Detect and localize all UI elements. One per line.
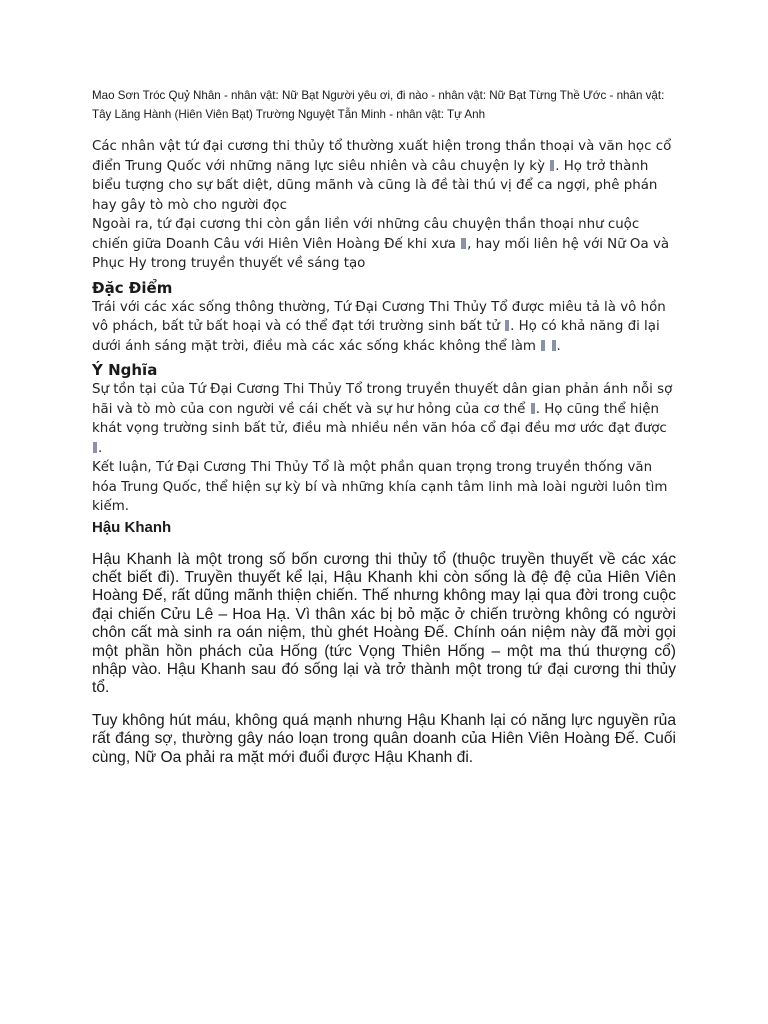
intro-p2-end: , hay mối liên hệ với Nữ Oa và Phục Hy trong truyền thuyết về sáng tạo	[92, 236, 670, 271]
citation-marker[interactable]	[93, 442, 97, 453]
citation-marker[interactable]	[531, 403, 535, 414]
intro-paragraph-1	[92, 137, 676, 215]
hau-khanh-paragraph-2: Tuy không hút máu, không quá mạnh nhưng Hậu Khanh lại có năng lực nguyền rủa rất đáng sợ, thường gây náo loạn trong quân doanh của Hiên Viên Hoàng Đế. Cuối cùng, Nữ Oa phải ra mặt mới đuổi được Hậu Khanh đi.	[92, 711, 676, 766]
citation-marker[interactable]	[550, 160, 554, 171]
intro-p2-text: Ngoài ra, tứ đại cương thi còn gắn liền với những câu chuyện thần thoại như cuộc chiến giữa Doanh Câu với Hiên Viên Hoàng Đế khi xưa	[92, 217, 640, 252]
intro-p1-end: . Họ trở thành biểu tượng cho sự bất diệt, dũng mãnh và cũng là đề tài thú vị để ca ngợi, phê phán hay gây tò mò cho người đọc	[92, 158, 658, 213]
y-nghia-paragraph-1	[92, 380, 676, 458]
intro-p1-text: Các nhân vật tứ đại cương thi thủy tổ thường xuất hiện trong thần thoại và văn học cổ điển Trung Quốc với những năng lực siêu nhiên và câu chuyện ly kỳ	[92, 139, 672, 174]
heading-hau-khanh: Hậu Khanh	[92, 518, 172, 536]
hau-khanh-paragraph-1: Hậu Khanh là một trong số bốn cương thi thủy tổ (thuộc truyền thuyết về các xác chết biết đi). Truyền thuyết kể lại, Hậu Khanh khi còn sống là đệ đệ của Hiên Viên Hoàng Đế, rất dũng mãnh thiện chiến. Thế nhưng không may lại qua đời trong cuộc đại chiến Cửu Lê – Hoa Hạ. Vì thân xác bị bỏ mặc ở chiến trường không có người chôn cất mà sinh ra oán niệm, thù ghét Hoàng Đế. Chính oán niệm này đã mời gọi một phần hồn phách của Hống (tức Vọng Thiên Hống – một ma thú thượng cổ) nhập vào. Hậu Khanh sau đó sống lại và trở thành một trong tứ đại cương thi thủy tổ.	[92, 550, 676, 697]
y-nghia-p1-text: Sự tồn tại của Tứ Đại Cương Thi Thủy Tổ trong truyền thuyết dân gian phản ánh nỗi sợ hãi và tò mò của con người về cái chết và sự hư hỏng của cơ thể	[92, 382, 673, 417]
citation-marker[interactable]	[505, 320, 509, 331]
dac-diem-paragraph	[92, 298, 676, 357]
dac-diem-p1-mid: . Họ có khả năng đi lại dưới ánh sáng mặt trời, điều mà các xác sống khác không thể làm	[92, 319, 660, 354]
dac-diem-p1-end: .	[556, 338, 561, 354]
citation-marker[interactable]	[461, 238, 466, 249]
citation-marker[interactable]	[552, 340, 556, 351]
heading-y-nghia: Ý Nghĩa	[92, 361, 158, 379]
y-nghia-p1-mid: . Họ cũng thể hiện khát vọng trường sinh bất tử, điều mà nhiều nền văn hóa cổ đại đều mơ ước đạt được	[92, 401, 667, 436]
dac-diem-p1-text: Trái với các xác sống thông thường, Tứ Đại Cương Thi Thủy Tổ được miêu tả là vô hồn vô phách, bất tử bất hoại và có thể đạt tới trường sinh bất tử	[92, 299, 666, 334]
heading-dac-diem: Đặc Điểm	[92, 278, 173, 297]
document-page	[92, 86, 676, 781]
y-nghia-paragraph-2: Kết luận, Tứ Đại Cương Thi Thủy Tổ là một phần quan trọng trong truyền thống văn hóa Trung Quốc, thể hiện sự kỳ bí và những khía cạnh tâm linh mà loài người luôn tìm kiếm.	[92, 460, 668, 514]
intro-paragraph-2	[92, 215, 676, 274]
citation-marker[interactable]	[541, 340, 545, 351]
header-line: Mao Sơn Tróc Quỷ Nhân - nhân vật: Nữ Bạt Người yêu ơi, đi nào - nhân vật: Nữ Bạt Từng Thề Ước - nhân vật: Tây Lăng Hành (Hiên Viên Bạt) Trường Nguyệt Tẫn Minh - nhân vật: Tự Anh	[92, 89, 665, 121]
y-nghia-p1-end: .	[98, 440, 103, 456]
